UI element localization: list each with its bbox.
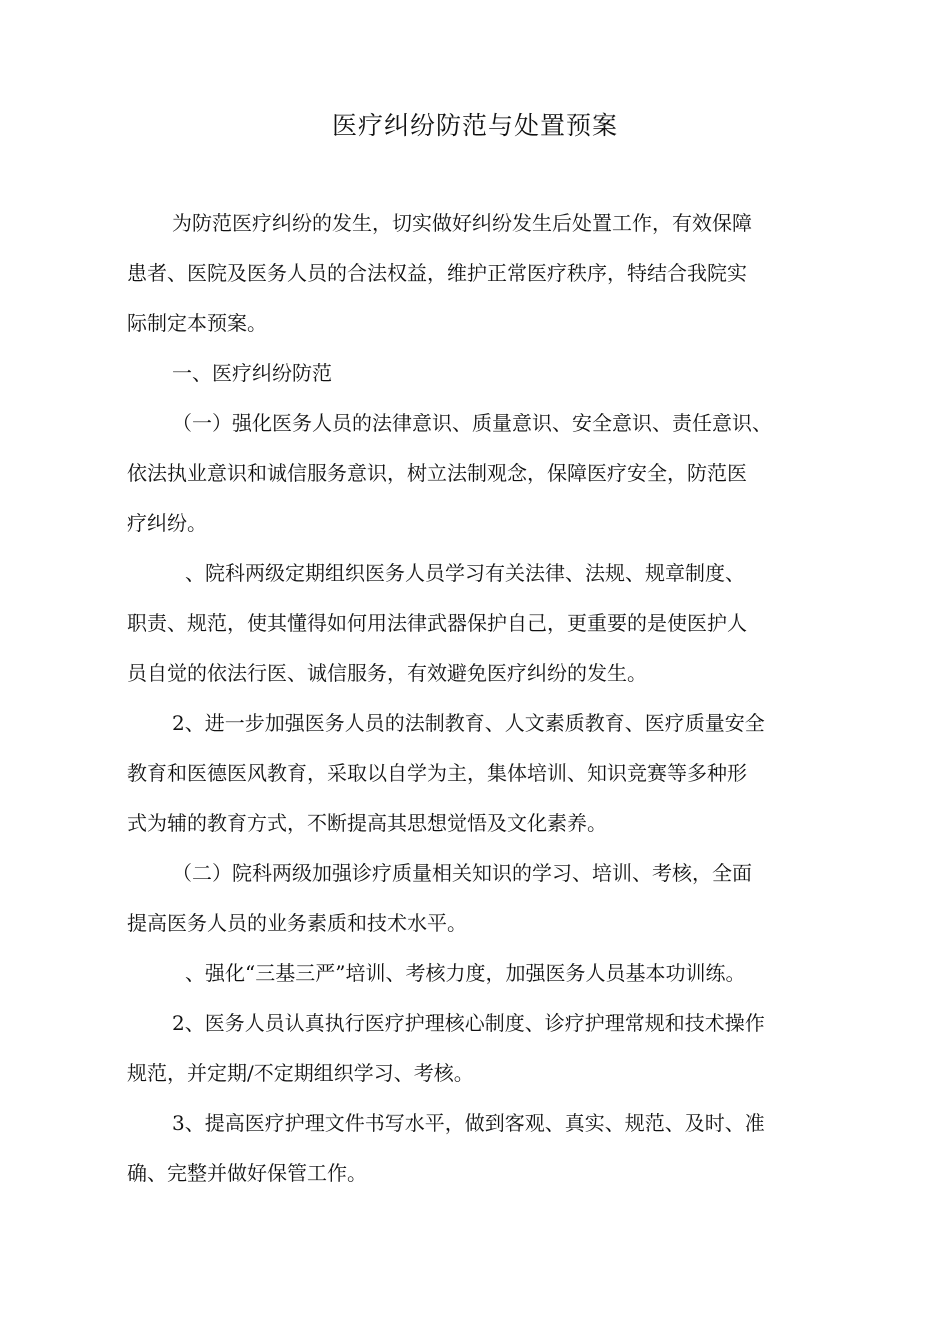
paragraph-line: 员自觉的依法行医、诚信服务，有效避免医疗纠纷的发生。 (127, 661, 647, 685)
paragraph-line: 提高医务人员的业务素质和技术水平。 (127, 911, 467, 935)
paragraph-line: 2、医务人员认真执行医疗护理核心制度、诊疗护理常规和技术操作 (172, 1011, 765, 1035)
paragraph-line: 际制定本预案。 (127, 311, 267, 335)
paragraph-line: （一）强化医务人员的法律意识、质量意识、安全意识、责任意识、 (172, 411, 772, 435)
paragraph-line: 3、提高医疗护理文件书写水平，做到客观、真实、规范、及时、准 (172, 1111, 765, 1135)
paragraph-line: 、强化“三基三严”培训、考核力度，加强医务人员基本功训练。 (185, 961, 746, 985)
document-title: 医疗纠纷防范与处置预案 (331, 111, 618, 140)
paragraph-line: 依法执业意识和诚信服务意识，树立法制观念，保障医疗安全，防范医 (127, 461, 747, 485)
paragraph-line: 规范，并定期/不定期组织学习、考核。 (127, 1061, 474, 1085)
paragraph-line: 为防范医疗纠纷的发生，切实做好纠纷发生后处置工作，有效保障 (172, 211, 752, 235)
paragraph-line: 教育和医德医风教育，采取以自学为主，集体培训、知识竞赛等多种形 (127, 761, 747, 785)
paragraph-line: （二）院科两级加强诊疗质量相关知识的学习、培训、考核，全面 (172, 861, 752, 885)
paragraph-line: 患者、医院及医务人员的合法权益，维护正常医疗秩序，特结合我院实 (127, 261, 747, 285)
paragraph-line: 确、完整并做好保管工作。 (127, 1161, 367, 1185)
paragraph-line: 2、进一步加强医务人员的法制教育、人文素质教育、医疗质量安全 (172, 711, 765, 735)
paragraph-line: 职责、规范，使其懂得如何用法律武器保护自己，更重要的是使医护人 (127, 611, 747, 635)
section-heading: 一、医疗纠纷防范 (172, 361, 332, 385)
paragraph-line: 疗纠纷。 (127, 511, 207, 535)
paragraph-line: 、院科两级定期组织医务人员学习有关法律、法规、规章制度、 (185, 561, 745, 585)
paragraph-line: 式为辅的教育方式，不断提高其思想觉悟及文化素养。 (127, 811, 607, 835)
